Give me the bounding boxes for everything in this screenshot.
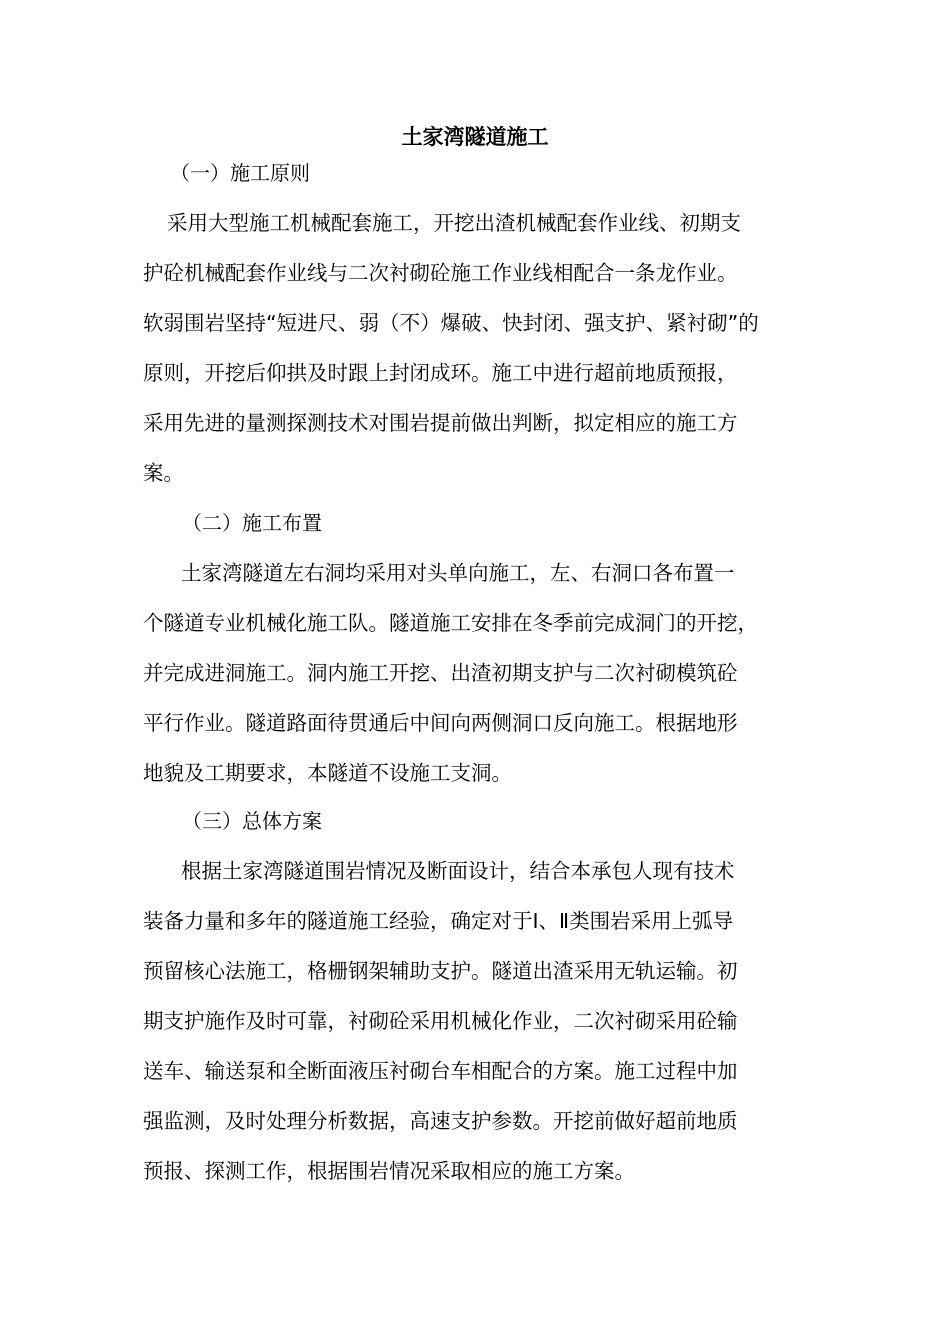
section-body-principles <box>143 198 843 498</box>
paragraph-line: 装备力量和多年的隧道施工经验，确定对于I、Ⅱ类围岩采用上弧导 <box>143 909 734 933</box>
paragraph-line: 根据土家湾隧道围岩情况及断面设计，结合本承包人现有技术 <box>181 859 735 883</box>
paragraph-line: 送车、输送泵和全断面液压衬砌台车相配合的方案。施工过程中加 <box>143 1059 738 1083</box>
paragraph-line: 采用先进的量测探测技术对围岩提前做出判断，拟定相应的施工方 <box>143 411 738 435</box>
section-heading-principles: （一）施工原则 <box>170 161 310 185</box>
section-heading-layout: （二）施工布置 <box>182 511 322 535</box>
paragraph-line: 预报、探测工作，根据围岩情况采取相应的施工方案。 <box>143 1159 635 1183</box>
paragraph-line: 软弱围岩坚持“短进尺、弱（不）爆破、快封闭、强支护、紧衬砌”的 <box>143 311 759 335</box>
paragraph-line: 平行作业。隧道路面待贯通后中间向两侧洞口反向施工。根据地形 <box>143 711 738 735</box>
paragraph-line: 原则，开挖后仰拱及时跟上封闭成环。施工中进行超前地质预报， <box>143 361 738 385</box>
document-title: 土家湾隧道施工 <box>401 125 549 149</box>
section-heading-overall-plan: （三）总体方案 <box>182 809 322 833</box>
paragraph-line: 强监测，及时处理分析数据，高速支护参数。开挖前做好超前地质 <box>143 1109 738 1133</box>
paragraph-line: 预留核心法施工，格栅钢架辅助支护。隧道出渣采用无轨运输。初 <box>143 959 738 983</box>
paragraph-line: 期支护施作及时可靠，衬砌砼采用机械化作业，二次衬砌采用砼输 <box>143 1009 738 1033</box>
paragraph-line: 土家湾隧道左右洞均采用对头单向施工，左、右洞口各布置一 <box>181 561 735 585</box>
paragraph-line: 采用大型施工机械配套施工，开挖出渣机械配套作业线、初期支 <box>167 211 741 235</box>
paragraph-line: 个隧道专业机械化施工队。隧道施工安排在冬季前完成洞门的开挖， <box>143 611 758 635</box>
section-body-layout <box>143 548 843 798</box>
paragraph-line: 并完成进洞施工。洞内施工开挖、出渣初期支护与二次衬砌模筑砼 <box>143 661 738 685</box>
paragraph-line: 案。 <box>143 461 184 485</box>
paragraph-line: 护砼机械配套作业线与二次衬砌砼施工作业线相配合一条龙作业。 <box>143 261 738 285</box>
section-body-overall-plan <box>143 846 843 1196</box>
paragraph-line: 地貌及工期要求，本隧道不设施工支洞。 <box>143 761 512 785</box>
